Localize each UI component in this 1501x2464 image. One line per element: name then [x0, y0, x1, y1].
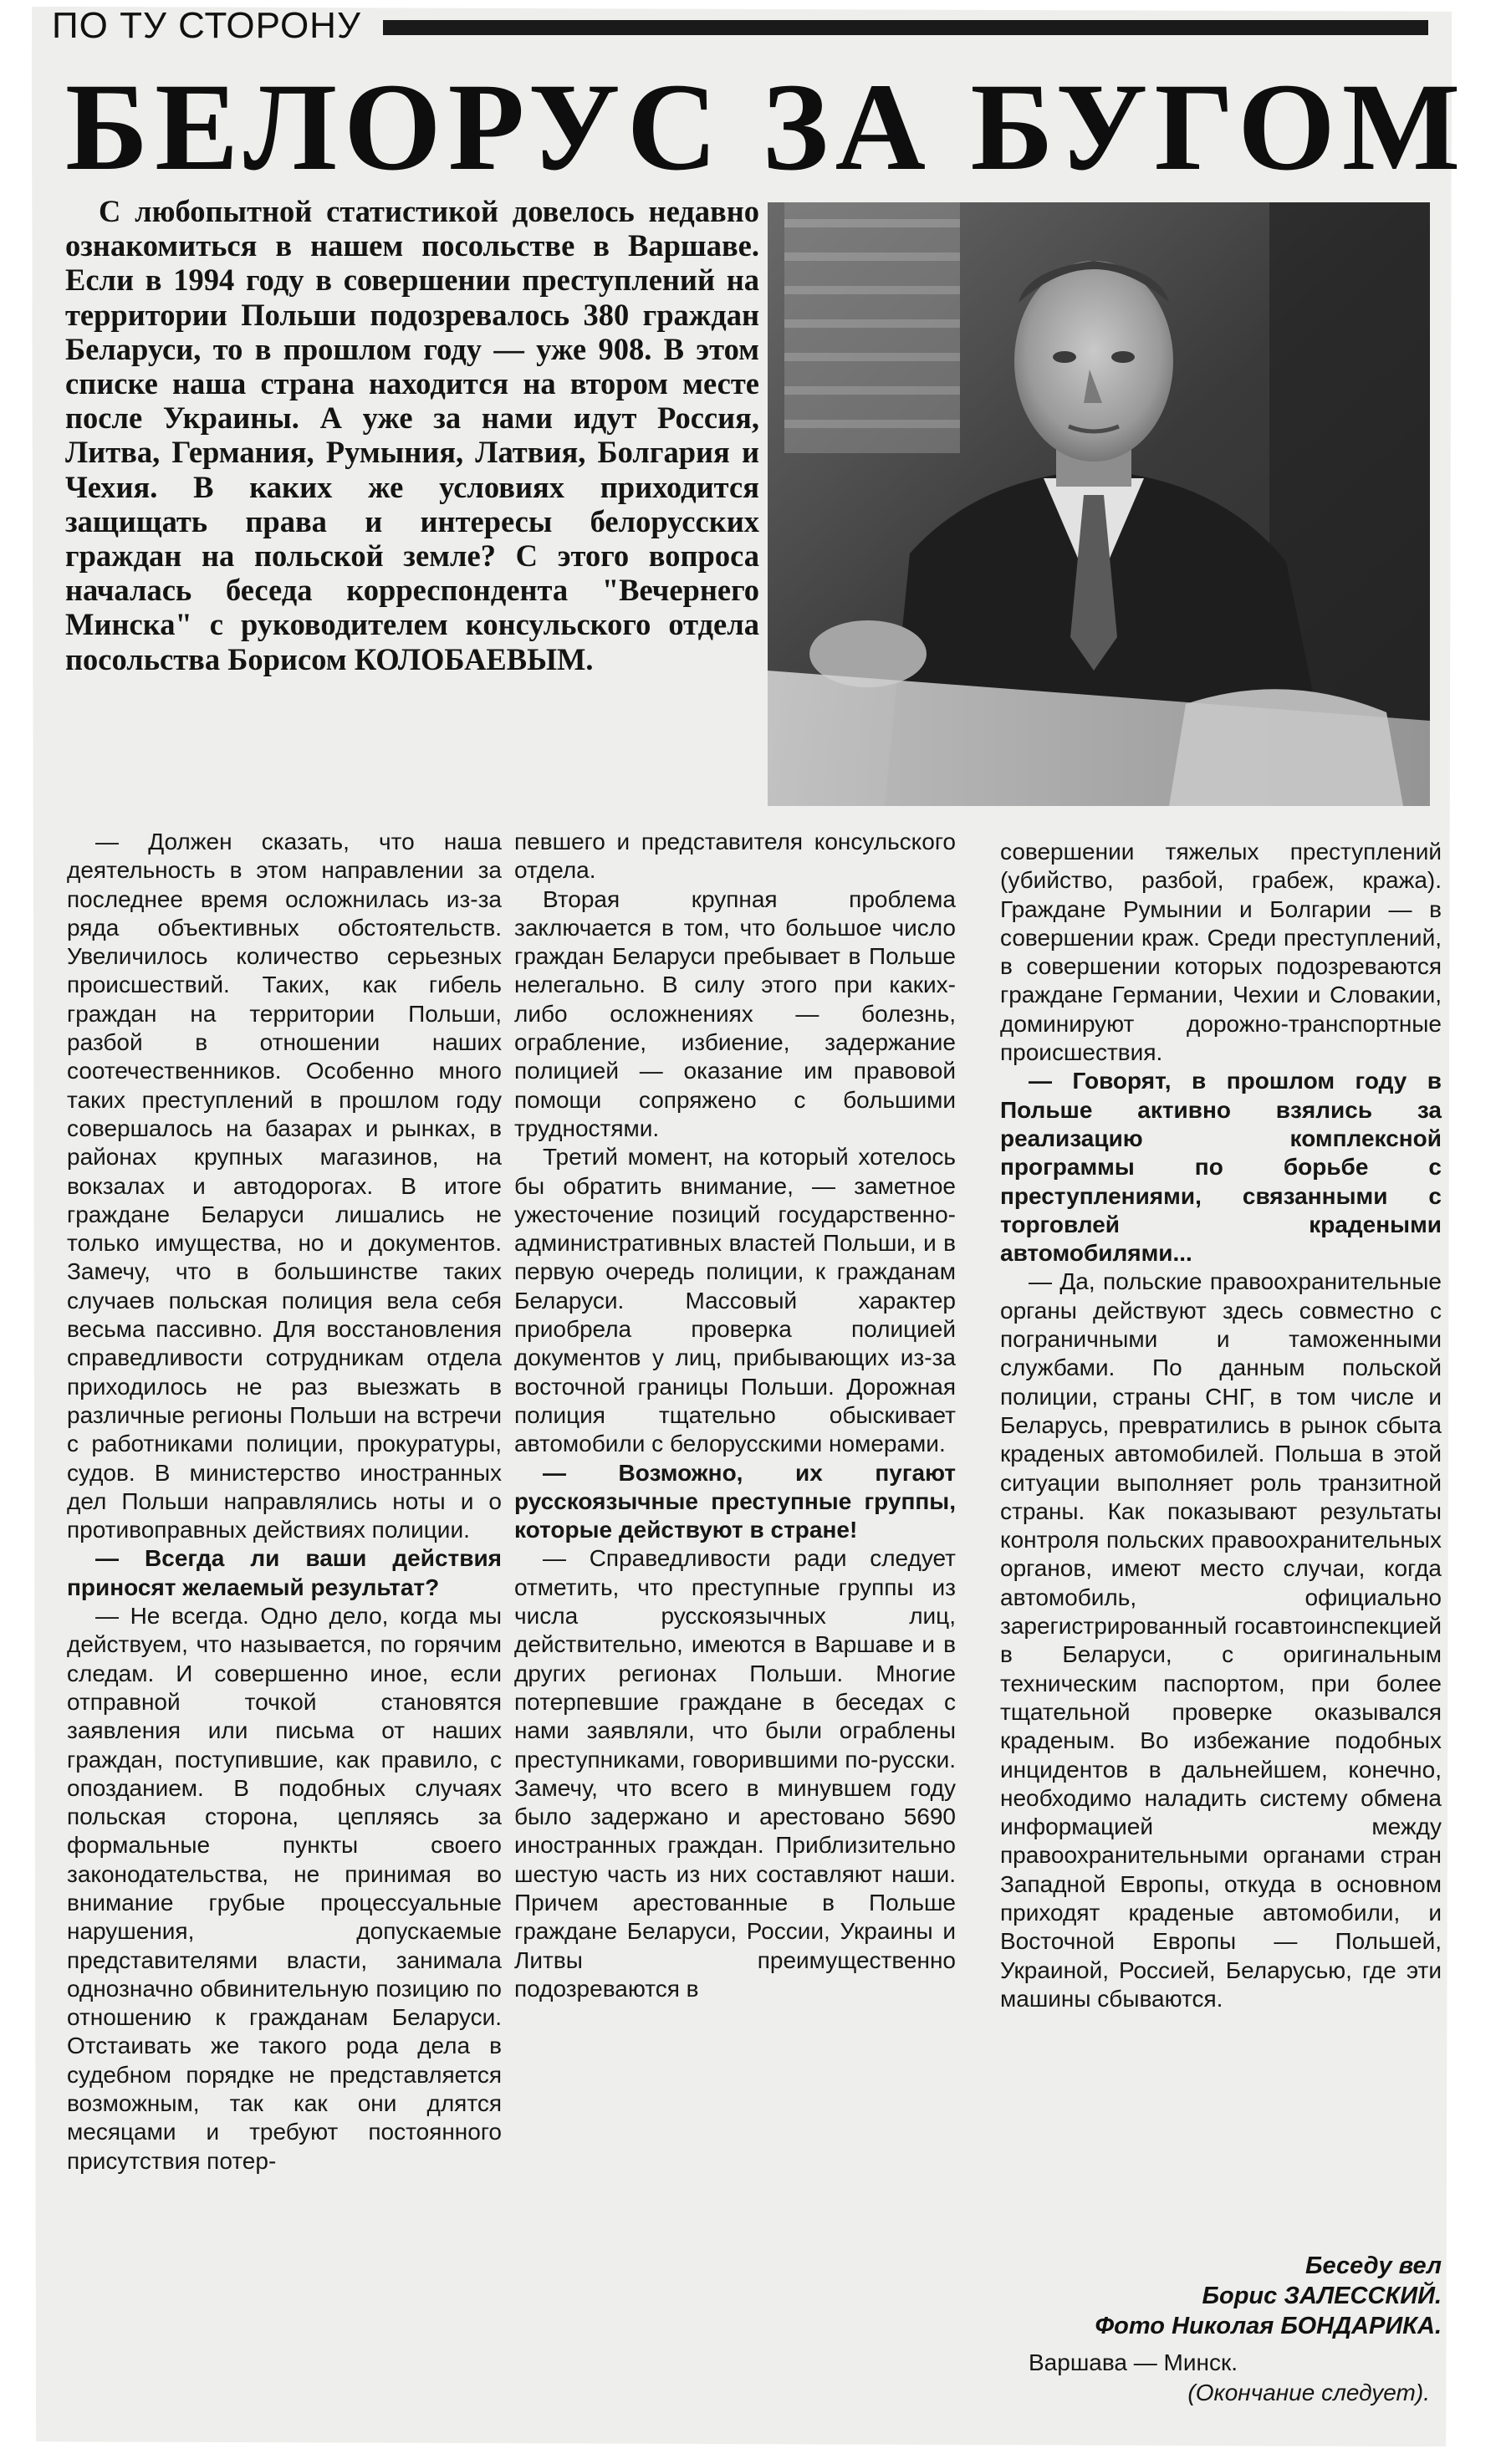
portrait-illustration: [768, 202, 1430, 806]
photo-credit: Фото Николая БОНДАРИКА.: [1095, 2313, 1442, 2339]
column-2-paragraph: — Справедливости ради следует отметить, что преступные группы из числа русскоязычных лиц, действительно, имеются в Варшаве и в других регионах Польши. Многие потерпевшие граждане в беседах с нами заявляли, что были ограблены преступниками, говорившими по-русски. Замечу, что всего в минувшем году было задержано и арестовано 5690 иностранных граждан. Приблизительно шестую часть из них составляют наши. Причем арестованные в Польше граждане Беларуси, России, Украины и Литвы преимущественно подозреваются в: [514, 1545, 956, 2002]
interview-question: — Говорят, в прошлом году в Польше активно взялись за реализацию комплексной программы по борьбе с преступлениями, связанными с торговлей крадеными автомобилями...: [1000, 1068, 1442, 1267]
headline: БЕЛОРУС ЗА БУГОМ: [65, 58, 1468, 196]
column-3-paragraph: совершении тяжелых преступлений (убийство, разбой, грабеж, кража). Граждане Румынии и Болгарии — в совершении краж. Среди преступлений, в совершении которых подозреваются граждане Германии, Чехии и Словакии, доминируют дорожно-транспортные происшествия.: [1000, 839, 1442, 1066]
column-1-paragraph: — Не всегда. Одно дело, когда мы действуем, что называется, по горячим следам. И совершенно иное, если отправной точкой становятся заявления или письма от наших граждан, поступившие, как правило, с опозданием. В подобных случаях польская сторона, цепляясь за формальные пункты своего законодательства, не принимая во внимание грубые процессуальные нарушения, допускаемые представителями власти, занимала однозначно обвинительную позицию по отношению к гражданам Беларуси. Отстаивать же такого рода дела в судебном порядке не представляется возможным, так как они длятся месяцами и требуют постоянного присутствия потер-: [67, 1603, 502, 2174]
to-be-continued-note: (Окончание следует).: [1187, 2380, 1430, 2405]
byline-author: Борис ЗАЛЕССКИЙ.: [1202, 2283, 1442, 2309]
column-1-paragraph: — Должен сказать, что наша деятельность в этом направлении за последнее время осложнилась из-за ряда объективных обстоятельств. Увеличилось количество серьезных происшествий. Таких, как гибель граждан на территории Польши, разбой в отношении наших соотечественников. Особенно много таких преступлений в прошлом году совершалось на базарах и рынках, в районах крупных магазинов, на вокзалах и автодорогах. В итоге граждане Беларуси лишались не только имущества, но и документов. Замечу, что в большинстве таких случаев польская полиция вела себя весьма пассивно. Для восстановления справедливости сотрудникам отдела приходилось не раз выезжать в различные регионы Польши на встречи с работниками полиции, прокуратуры, судов. В министерство иностранных дел Польши направлялись ноты и о противоправных действиях полиции.: [67, 829, 502, 1543]
rubric-rule: [383, 20, 1428, 35]
dateline: Варшава — Минск.: [1029, 2349, 1238, 2375]
column-3-paragraph: — Да, польские правоохранительные органы действуют здесь совместно с пограничными и таможенными службами. По данным польской полиции, страны СНГ, в том числе и Беларусь, превратились в рынок сбыта краденых автомобилей. Польша в этой ситуации выполняет роль транзитной страны. Как показывают результаты контроля польских правоохранительных органов, имеют место случаи, когда автомобиль, официально зарегистрированный госавтоинспекцией в Беларуси, с оригинальным техническим паспортом, при более тщательной проверке оказывался краденым. Во избежание подобных инцидентов в дальнейшем, конечно, необходимо наладить систему обмена информацией между правоохранительными органами стран Западной Европы, откуда в основном приходят краденые автомобили, и Восточной Европы — Польшей, Украиной, Россией, Беларусью, где эти машины сбываются.: [1000, 1268, 1442, 2012]
rubric-label: ПО ТУ СТОРОНУ: [52, 5, 361, 46]
column-2: [514, 828, 956, 2003]
lead-paragraph: С любопытной статистикой довелось недавно ознакомиться в нашем посольстве в Варшаве. Если в 1994 году в совершении преступлений на территории Польши подозревалось 380 граждан Беларуси, то в прошлом году — уже 908. В этом списке наша страна находится на втором месте после Украины. А уже за нами идут Россия, Литва, Германия, Румыния, Латвия, Болгария и Чехия. В каких же условиях приходится защищать права и интересы белорусских граждан на польской земле? С этого вопроса началась беседа корреспондента "Вечернего Минска" с руководителем консульского отдела посольства Борисом КОЛОБАЕВЫМ.: [65, 194, 759, 676]
interview-question: — Всегда ли ваши действия приносят желаемый результат?: [67, 1545, 502, 1600]
column-3: [1000, 838, 1442, 2013]
column-1: [67, 828, 502, 2176]
portrait-photo: [768, 202, 1430, 806]
byline-label: Беседу вел: [1304, 2252, 1442, 2279]
column-2-paragraph: Третий момент, на который хотелось бы обратить внимание, — заметное ужесточение позиций государственно-административных властей Польши, и в первую очередь полиции, к гражданам Беларуси. Массовый характер приобрела проверка полицией документов у лиц, прибывающих из-за восточной границы Польши. Дорожная полиция тщательно обыскивает автомобили с белорусскими номерами.: [514, 1144, 956, 1457]
column-2-paragraph: певшего и представителя консульского отдела.: [514, 829, 956, 884]
interview-question: — Возможно, их пугают русскоязычные преступные группы, которые действуют в стране!: [514, 1459, 956, 1543]
column-2-paragraph: Вторая крупная проблема заключается в том, что большое число граждан Беларуси пребывает в Польше нелегально. В силу этого при каких-либо осложнениях — болезнь, ограбление, избиение, задержание полицией — оказание им правовой помощи сопряжено с большими трудностями.: [514, 885, 956, 1141]
